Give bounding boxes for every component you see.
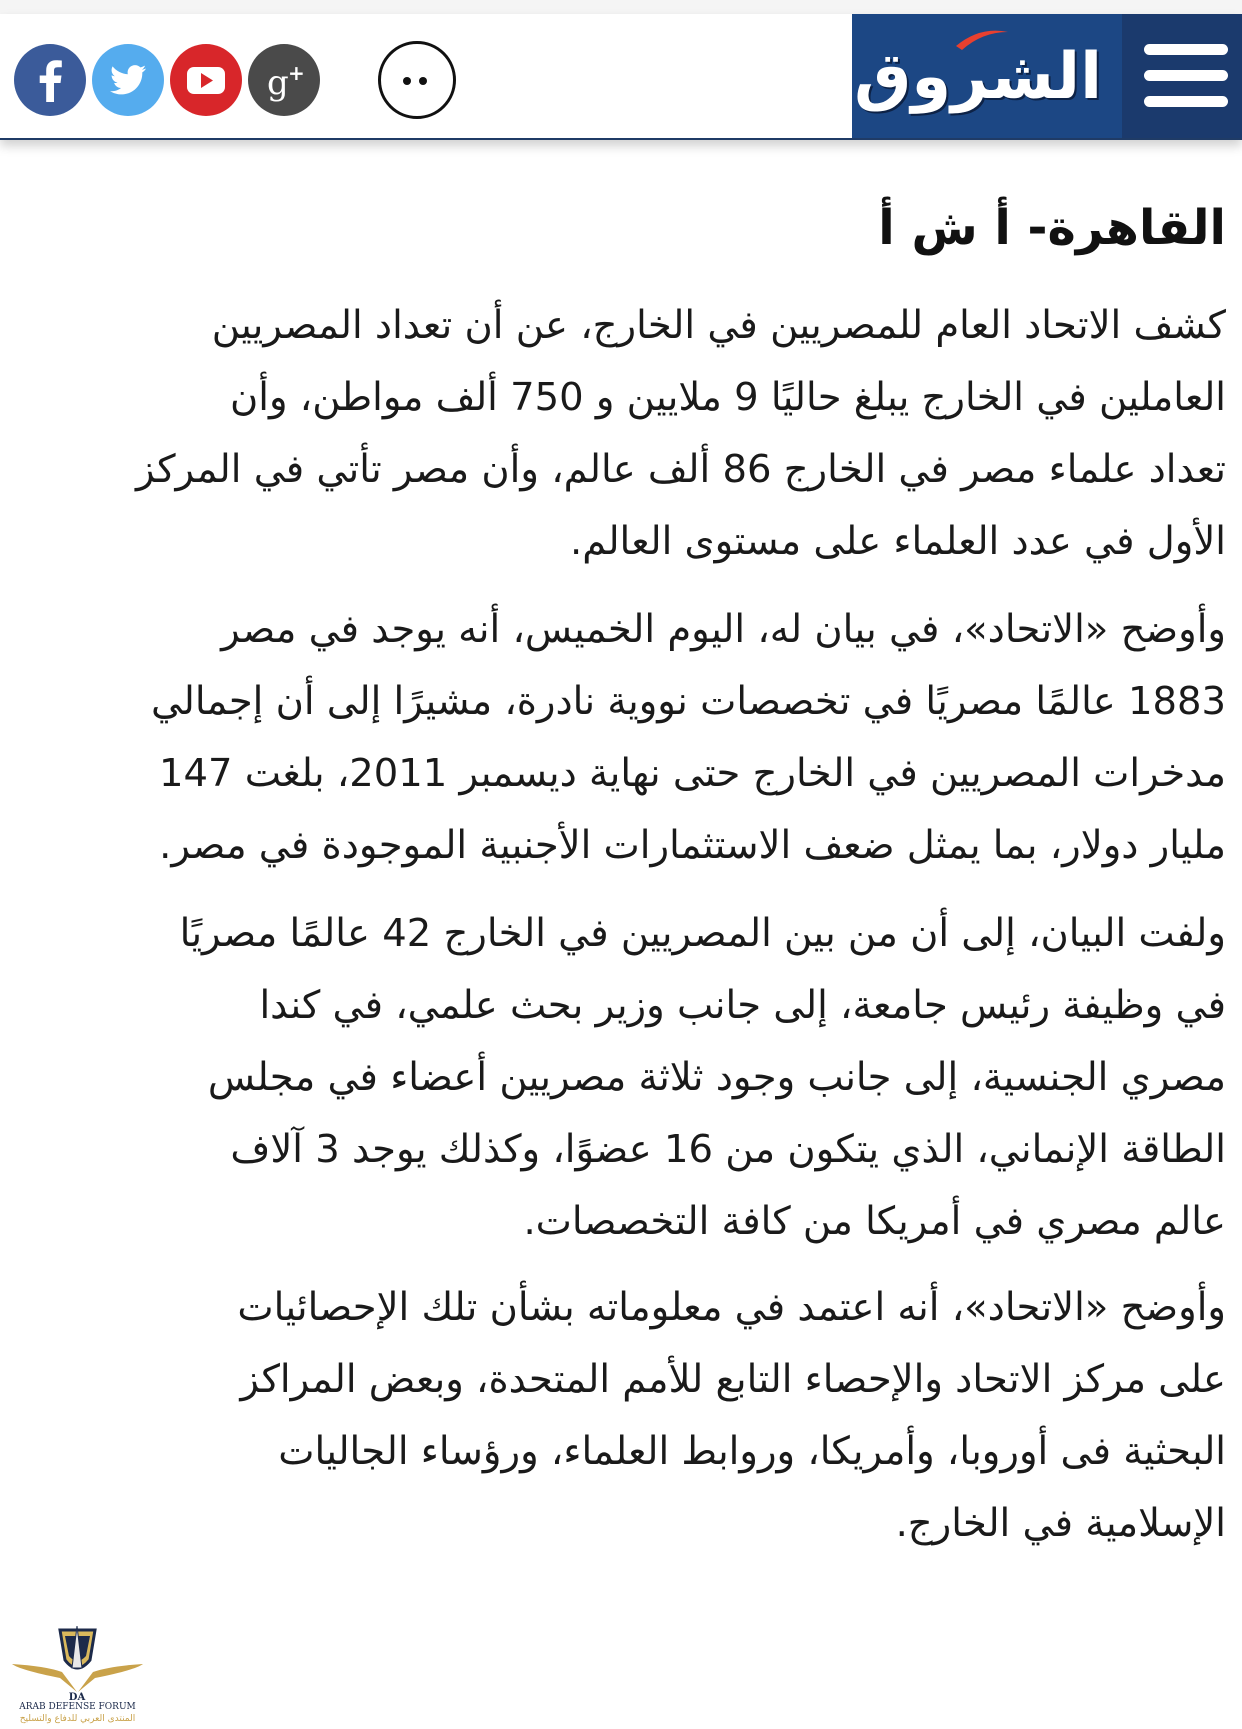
watermark-subtext: المنتدى العربي للدفاع والتسليح <box>19 1714 136 1724</box>
watermark-logo <box>10 1620 145 1725</box>
twitter-icon <box>92 44 164 116</box>
paragraph-line: عالم مصري في أمريكا من كافة التخصصات. <box>523 1199 1226 1244</box>
svg-text:+: + <box>288 61 305 85</box>
article-paragraph-4 <box>16 1272 1226 1560</box>
more-icon-dot <box>419 77 427 85</box>
svg-text:DA: DA <box>68 1692 86 1702</box>
paragraph-line: كشف الاتحاد العام للمصريين في الخارج، عن أن تعداد المصريين <box>211 303 1226 348</box>
forum-emblem-icon <box>10 1620 145 1702</box>
google-plus-icon <box>248 44 320 116</box>
menu-button[interactable] <box>1122 14 1242 138</box>
facebook-icon <box>14 44 86 116</box>
watermark-text: ARAB DEFENSE FORUM <box>19 1702 136 1712</box>
svg-text:g: g <box>267 63 289 103</box>
article-headline: القاهرة- أ ش أ <box>878 200 1226 256</box>
paragraph-line: مصري الجنسية، إلى جانب وجود ثلاثة مصريين أعضاء في مجلس <box>207 1055 1226 1100</box>
paragraph-line: الإسلامية في الخارج. <box>895 1501 1226 1546</box>
facebook-button[interactable] <box>14 44 86 116</box>
more-icon <box>403 77 411 85</box>
paragraph-line: الطاقة الإنماني، الذي يتكون من 16 عضوًا، وكذلك يوجد 3 آلاف <box>230 1127 1226 1172</box>
google-plus-button[interactable] <box>248 44 320 116</box>
more-button[interactable] <box>378 41 456 119</box>
article-paragraph-1 <box>16 290 1226 578</box>
paragraph-line: على مركز الاتحاد والإحصاء التابع للأمم المتحدة، وبعض المراكز <box>240 1357 1226 1402</box>
paragraph-line: وأوضح «الاتحاد»، في بيان له، اليوم الخميس، أنه يوجد في مصر <box>221 607 1226 652</box>
paragraph-line: ولفت البيان، إلى أن من بين المصريين في الخارج 42 عالمًا مصريًا <box>179 911 1226 956</box>
paragraph-line: مدخرات المصريين في الخارج حتى نهاية ديسمبر 2011، بلغت 147 <box>159 751 1226 796</box>
paragraph-line: 1883 عالمًا مصريًا في تخصصات نووية نادرة، مشيرًا إلى أن إجمالي <box>151 679 1226 724</box>
paragraph-line: الأول في عدد العلماء على مستوى العالم. <box>569 519 1226 564</box>
paragraph-line: تعداد علماء مصر في الخارج 86 ألف عالم، وأن مصر تأتي في المركز <box>135 447 1226 492</box>
paragraph-line: مليار دولار، بما يمثل ضعف الاستثمارات الأجنبية الموجودة في مصر. <box>159 823 1226 868</box>
paragraph-line: البحثية فى أوروبا، وأمريكا، وروابط العلماء، ورؤساء الجاليات <box>278 1429 1226 1474</box>
youtube-icon <box>170 44 242 116</box>
paragraph-line: العاملين في الخارج يبلغ حاليًا 9 ملايين و 750 ألف مواطن، وأن <box>229 375 1226 420</box>
article-paragraph-3 <box>16 898 1226 1258</box>
paragraph-line: وأوضح «الاتحاد»، أنه اعتمد في معلوماته بشأن تلك الإحصائيات <box>237 1285 1226 1330</box>
article-paragraph-2 <box>16 594 1226 882</box>
brand-logo[interactable] <box>852 14 1122 138</box>
youtube-button[interactable] <box>170 44 242 116</box>
brand-name: الشروق <box>854 40 1102 114</box>
twitter-button[interactable] <box>92 44 164 116</box>
top-strip <box>0 0 1242 14</box>
site-header <box>0 14 1242 140</box>
paragraph-line: في وظيفة رئيس جامعة، إلى جانب وزير بحث علمي، في كندا <box>259 983 1226 1028</box>
